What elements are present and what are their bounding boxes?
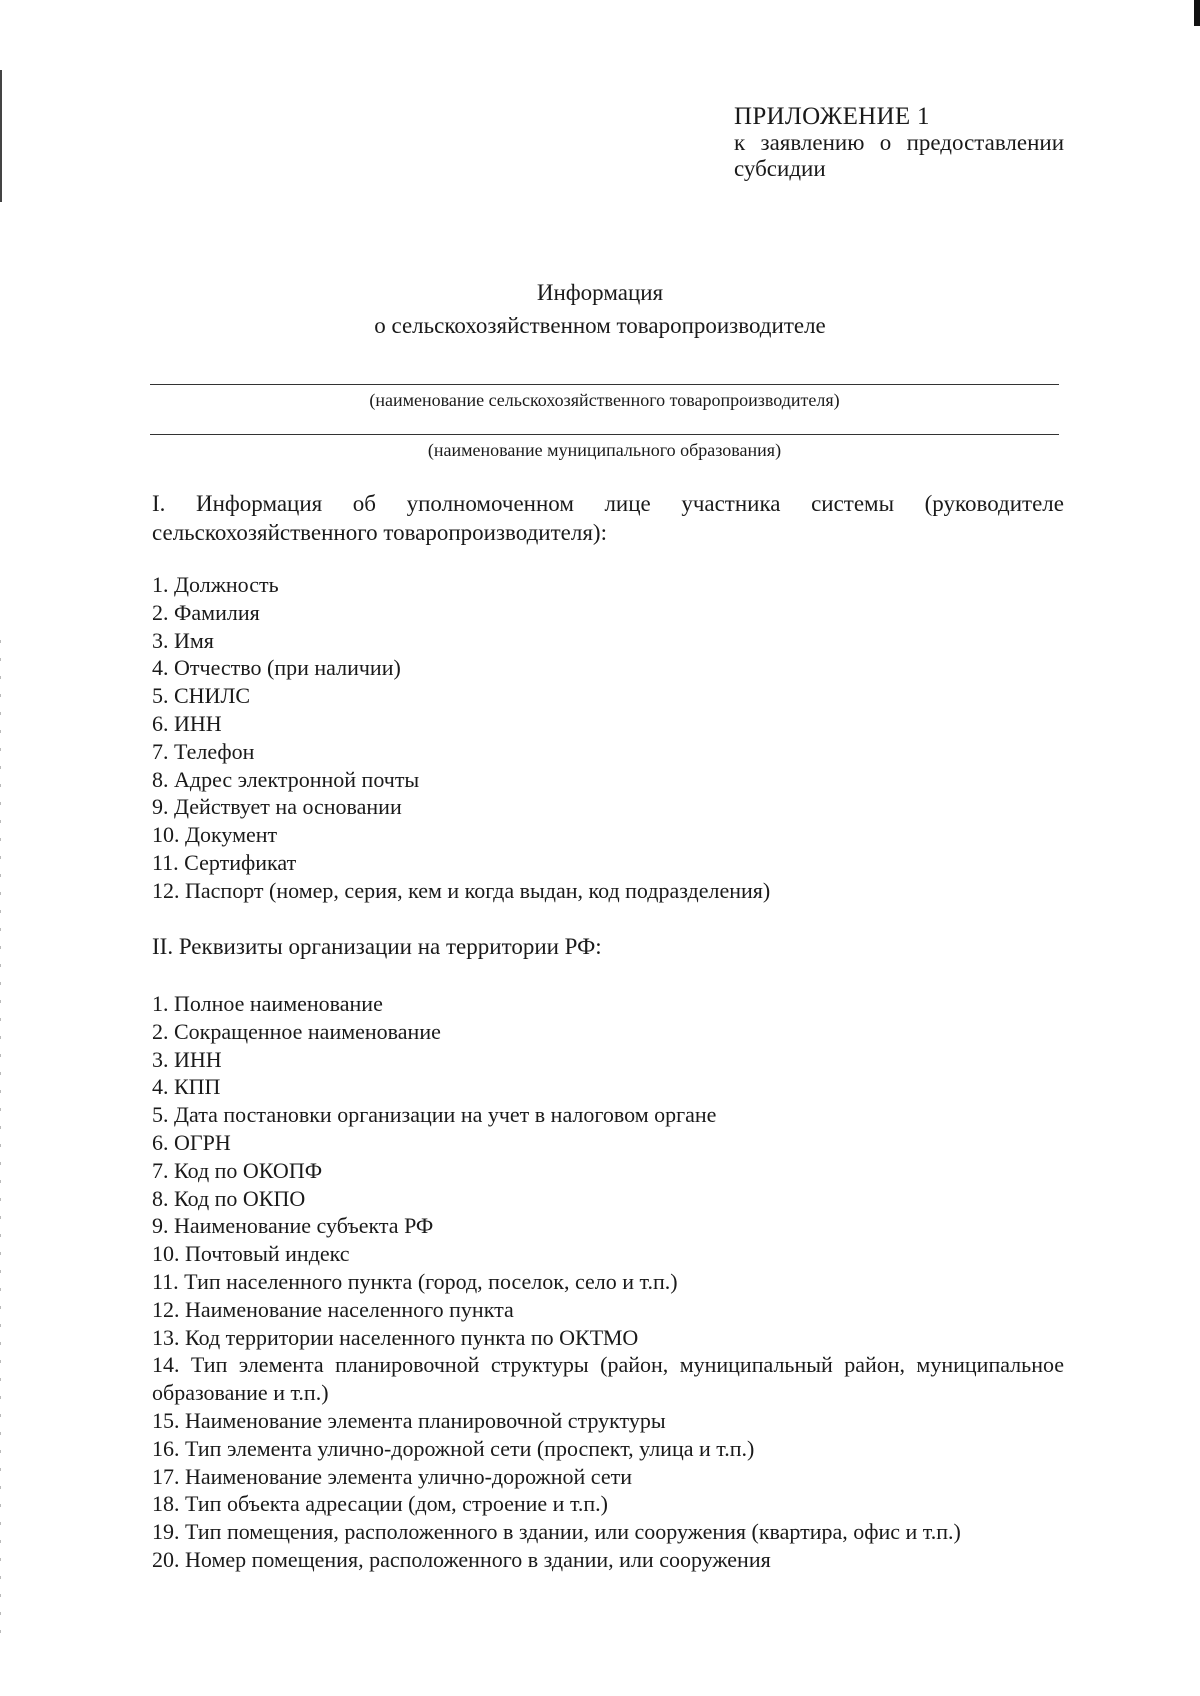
annex-line-2: субсидии [734,156,826,181]
list-item: 5. СНИЛС [152,683,251,709]
title-line-1: Информация [536,280,664,305]
section-1-heading: I. Информация об уполномоченном лице участника системы (руководителе сельскохозяйственного товаропроизводителя): [152,491,1064,545]
list-item: 2. Фамилия [152,599,260,625]
list-item: 17. Наименование элемента улично-дорожной сети [152,1463,632,1489]
list-item: 8. Код по ОКПО [152,1185,306,1211]
list-item: 14. Тип элемента планировочной структуры (район, муниципальный район, муниципальное образование и т.п.) [152,1352,1064,1406]
list-item: 11. Тип населенного пункта (город, поселок, село и т.п.) [152,1268,678,1294]
list-item: 2. Сокращенное наименование [152,1018,441,1044]
list-item: 18. Тип объекта адресации (дом, строение и т.п.) [152,1491,609,1517]
section-1-list [152,571,1064,905]
scan-edge-mark [1194,0,1200,26]
list-item: 12. Наименование населенного пункта [152,1296,514,1322]
list-item: 9. Действует на основании [152,794,402,820]
scan-edge-line [0,70,2,202]
producer-name-line [150,384,1059,385]
list-item: 7. Телефон [152,738,255,764]
list-item: 10. Документ [152,822,278,848]
annex-line-1: к заявлению о предоставлении [734,130,1064,155]
annex-header [734,104,1064,182]
list-item: 5. Дата постановки организации на учет в налоговом органе [152,1102,717,1128]
list-item: 8. Адрес электронной почты [152,766,420,792]
list-item: 20. Номер помещения, расположенного в здании, или сооружения [152,1546,771,1572]
list-item: 13. Код территории населенного пункта по ОКТМО [152,1324,639,1350]
scan-edge-dots [0,640,1,1640]
list-item: 19. Тип помещения, расположенного в здании, или сооружения (квартира, офис и т.п.) [152,1519,961,1545]
document-title [150,276,1050,342]
section-2-heading: II. Реквизиты организации на территории РФ: [152,934,602,959]
list-item: 4. Отчество (при наличии) [152,655,401,681]
list-item: 12. Паспорт (номер, серия, кем и когда выдан, код подразделения) [152,877,771,903]
title-line-2: о сельскохозяйственном товаропроизводителе [374,313,826,338]
municipality-name-caption: (наименование муниципального образования) [427,440,782,460]
list-item: 6. ОГРН [152,1129,231,1155]
municipality-name-line [150,434,1059,435]
producer-name-caption: (наименование сельскохозяйственного товаропроизводителя) [369,390,840,410]
list-item: 3. Имя [152,627,214,653]
list-item: 1. Должность [152,572,279,597]
producer-name-field [150,384,1059,411]
list-item: 6. ИНН [152,710,222,736]
list-item: 16. Тип элемента улично-дорожной сети (проспект, улица и т.п.) [152,1435,755,1461]
list-item: 10. Почтовый индекс [152,1241,350,1267]
annex-title: ПРИЛОЖЕНИЕ 1 [734,103,930,130]
list-item: 1. Полное наименование [152,991,383,1016]
list-item: 4. КПП [152,1074,221,1100]
list-item: 11. Сертификат [152,849,297,875]
list-item: 7. Код по ОКОПФ [152,1157,323,1183]
list-item: 15. Наименование элемента планировочной структуры [152,1407,666,1433]
list-item: 9. Наименование субъекта РФ [152,1213,434,1239]
section-2-list [152,990,1064,1574]
list-item: 3. ИНН [152,1046,222,1072]
municipality-name-field [150,434,1059,461]
